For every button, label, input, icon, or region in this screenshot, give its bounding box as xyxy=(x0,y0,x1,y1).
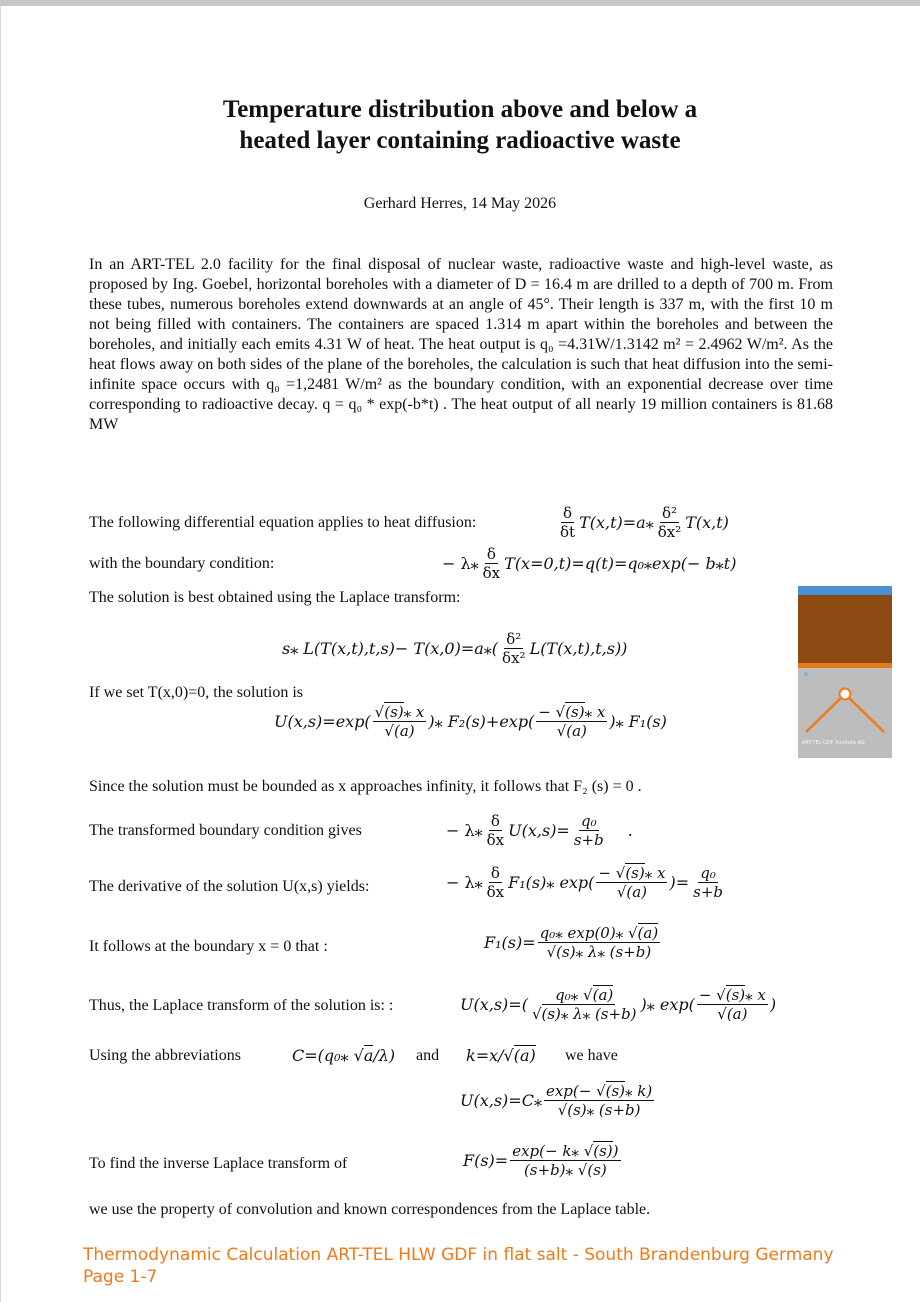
footer-title: Thermodynamic Calculation ART-TEL HLW GDF in flat salt - South Brandenburg Germany xyxy=(83,1245,834,1265)
boundary-text: with the boundary condition: xyxy=(89,555,275,572)
inverse-text: To find the inverse Laplace transform of xyxy=(89,1155,348,1172)
general-solution-formula: U(x,s)=exp( $\frac{√(s)⁎ x}{√(a)}$ )⁎ F₂(s)+exp( $\frac{- √(s)⁎ x}{√(a)}$ )⁎ F₁(s) xyxy=(274,703,667,740)
bounded-text: Since the solution must be bounded as x approaches infinity, it follows that F₂ (s) = 0 . xyxy=(89,778,642,795)
logo-caption: ART-TEL GDF Institute AG xyxy=(802,740,865,746)
diffeq-text: The following differential equation applies to heat diffusion: xyxy=(89,514,477,531)
laplace-solution-formula: U(x,s)=( $\frac{\text{q₀⁎ √(a)}}{√(s)⁎ \lambda⁎ (s+b)}$ )⁎ exp( $\frac{- √(s)⁎ x}{√(a)}$ ) xyxy=(460,986,777,1023)
author-date: Gerhard Herres, 14 May 2026 xyxy=(363,195,557,212)
follows-text: It follows at the boundary x = 0 that : xyxy=(89,938,328,955)
laplace-text: The solution is best obtained using the Laplace transform: xyxy=(89,589,461,606)
page-footer xyxy=(83,1244,834,1288)
top-border xyxy=(0,0,920,6)
derivative-formula: − λ⁎ $\frac{\delta}{\delta x}$ F₁(s)⁎ exp( $\frac{- √(s)⁎ x}{√(a)}$ )= $\frac{\text{q₀}}{s+b}$ xyxy=(446,864,723,901)
title-line-2: heated layer containing radioactive waste xyxy=(239,127,681,154)
thus-text: Thus, the Laplace transform of the solution is: : xyxy=(89,997,394,1014)
page-title xyxy=(90,94,830,156)
f1-formula: F₁(s)= $\frac{\text{q₀⁎ exp(0)⁎ √(a)}}{√(s)⁎ \lambda⁎ (s+b)}$ xyxy=(484,924,659,961)
intro-paragraph: In an ART-TEL 2.0 facility for the final disposal of nuclear waste, radioactive waste and high-level waste, as proposed by Ing. Goebel, horizontal boreholes with a diameter of D = 16.4 m are drilled to a depth of 700 m. From these tubes, numerous boreholes extend downwards at an angle of 45°. Their length is 337 m, with the first 10 m not being filled with containers. The containers are spaced 1.314 m apart within the boreholes and between the boreholes, and initially each emits 4.31 W of heat. The heat output is q₀ =4.31W/1.3142 m² = 2.4962 W/m². As the heat flows away on both sides of the plane of the boreholes, the calculation is such that heat diffusion into the semi-infinite space occurs with q₀ =1,2481 W/m² as the boundary condition, with an exponential decrease over time corresponding to radioactive decay. q = q₀ * exp(-b*t) . The heat output of all nearly 19 million containers is 81.68 MW xyxy=(89,256,833,433)
transformed-bc-formula: − λ⁎ $\frac{\delta}{\delta x}$ U(x,s)= $\frac{\text{q₀}}{s+b}$ . xyxy=(446,812,633,849)
convolution-text: we use the property of convolution and known correspondences from the Laplace table. xyxy=(89,1201,651,1218)
footer-page-number: Page 1-7 xyxy=(83,1267,158,1287)
abbrev-k-formula: k=x/√(a) xyxy=(466,1046,536,1065)
title-line-1: Temperature distribution above and below a xyxy=(222,96,698,123)
transformed-bc-text: The transformed boundary condition gives xyxy=(89,822,362,839)
derivative-text: The derivative of the solution U(x,s) yields: xyxy=(89,878,370,895)
abbrev-solution-formula: U(x,s)=C⁎ $\frac{\exp(- √(s)⁎ k)}{√(s)⁎ (s+b)}$ xyxy=(460,1082,653,1119)
abbrev-c-formula: C=(q₀⁎ √a/λ) xyxy=(292,1046,396,1065)
and-text: and xyxy=(416,1047,440,1064)
boundary-formula: − λ⁎ $\frac{\delta}{\delta x}$ T(x=0,t)=q(t)=q₀⁎exp(− b⁎t) xyxy=(442,545,737,582)
have-text: we have xyxy=(565,1047,618,1064)
inverse-formula: F(s)= $\frac{\exp(- k⁎ √(s))}{(s+b)⁎ √(s)}$ xyxy=(463,1142,619,1179)
diffeq-formula: $\frac{\delta}{\delta t}$ T(x,t)=a⁎ $\frac{\text{δ²}}{\text{δx²}}$ T(x,t) xyxy=(560,504,729,541)
laplace-formula: s⁎ L(T(x,t),t,s)− T(x,0)=a⁎( $\frac{\text{δ²}}{\text{δx²}}$ L(T(x,t),t,s)) xyxy=(282,630,628,667)
left-border xyxy=(0,6,1,1302)
logo-borehole-icon xyxy=(798,586,892,758)
using-text: Using the abbreviations xyxy=(89,1047,241,1064)
institute-logo xyxy=(798,586,892,758)
set-t0-text: If we set T(x,0)=0, the solution is xyxy=(89,684,304,701)
